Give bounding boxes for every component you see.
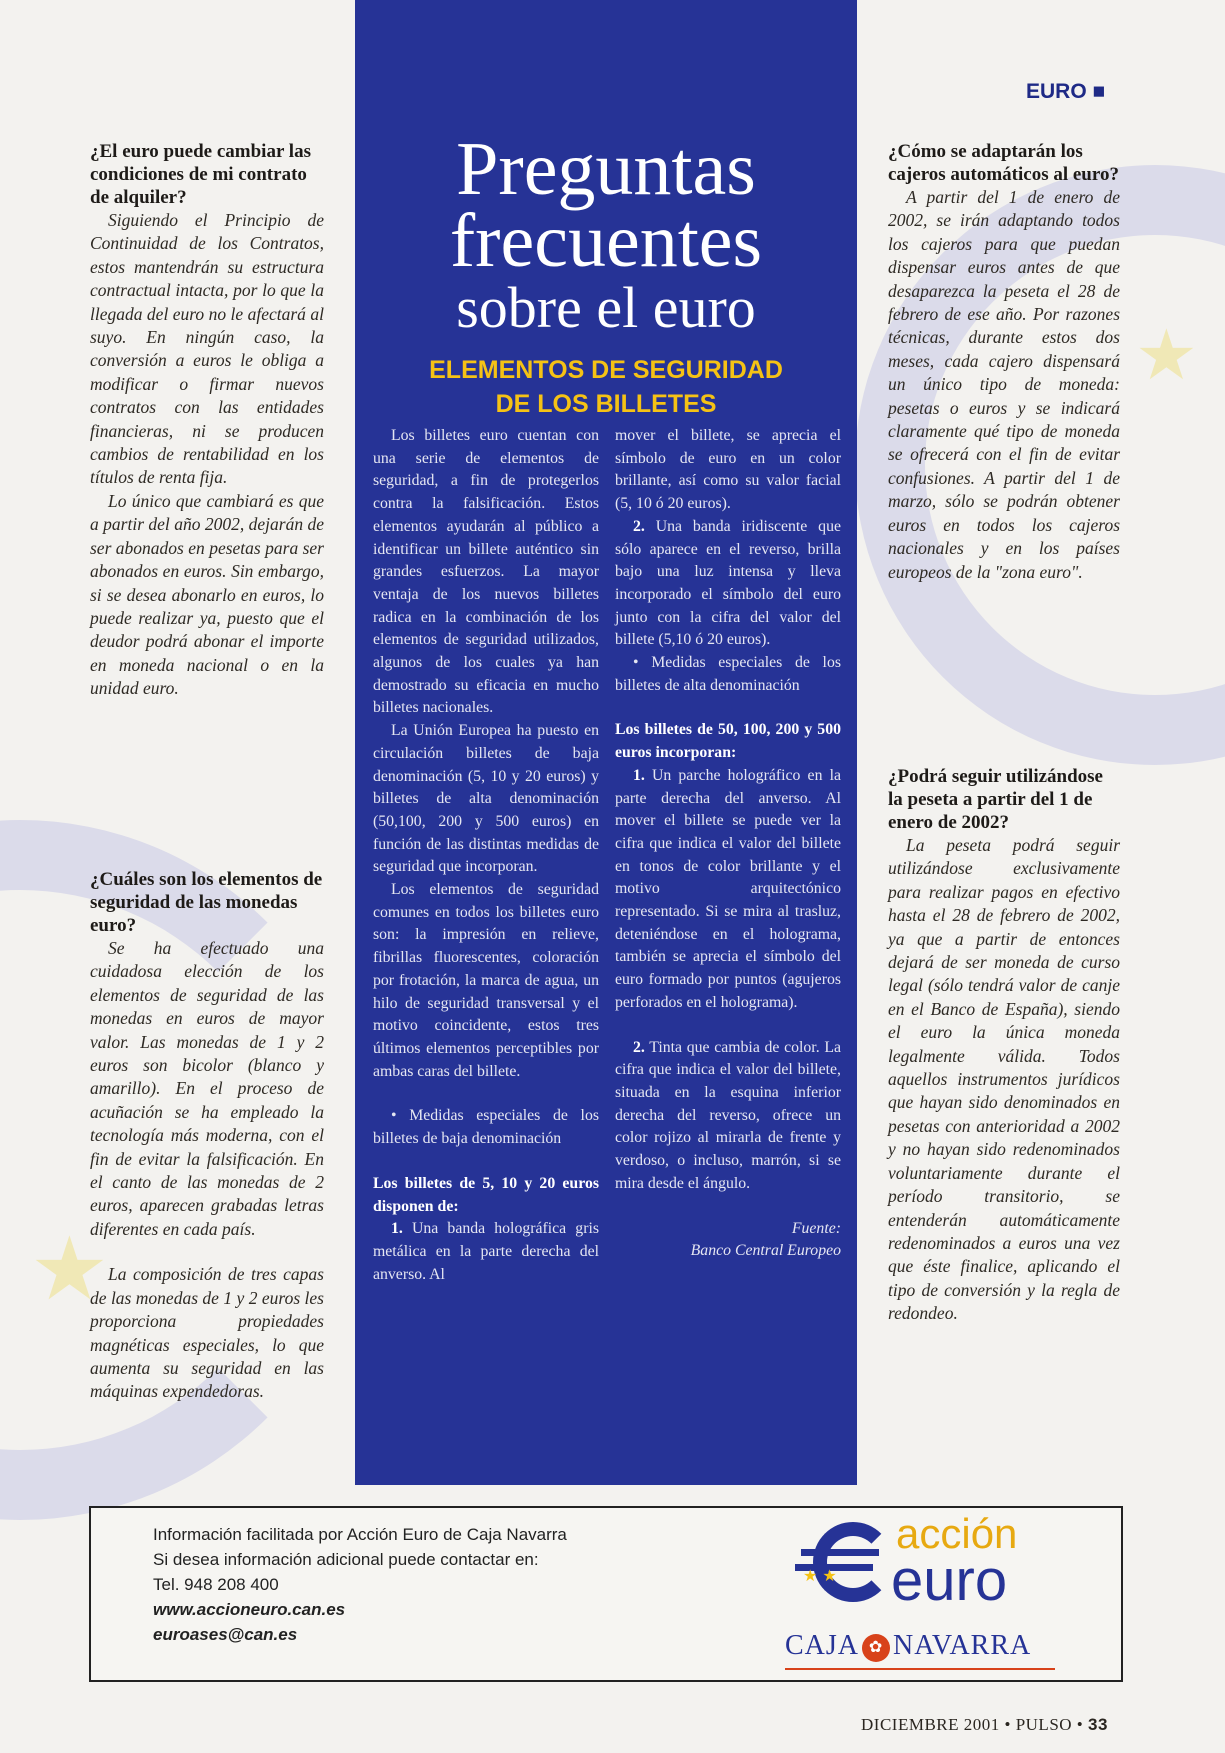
answer-paragraph: La peseta podrá seguir utilizándose exclusivamente para realizar pagos en efectivo hasta el 28 de febrero de 2002, ya que a partir de entonces dejará de ser moneda de curso legal (sólo tendrá valor de canje en el Banco de España), siendo el euro la única moneda legalmente válida. Todos aquellos instrumentos jurídicos que hayan sido denominados en pesetas con anterioridad a 2002 y no hayan sido redenominados voluntariamente durante el período transitorio, se entenderán automáticamente redenominados a euros una vez que éste finalice, aplicando el tipo de conversión y la regla de redondeo. <box>888 835 1120 1324</box>
panel-column-2 <box>615 425 841 1263</box>
panel-paragraph: • Medidas especiales de los billetes de alta denominación <box>615 654 841 694</box>
question-heading: ¿Cuáles son los elementos de seguridad de las monedas euro? <box>90 869 323 936</box>
list-number: 1. <box>633 766 645 784</box>
panel-subheading: Los billetes de 5, 10 y 20 euros disponen de: <box>373 1174 599 1215</box>
info-line: Información facilitada por Acción Euro de Caja Navarra <box>153 1525 567 1544</box>
caja-navarra-logo <box>785 1630 1031 1662</box>
phone-number: Tel. 948 208 400 <box>153 1575 279 1594</box>
stars-icon: ★ ★ <box>803 1566 837 1585</box>
panel-paragraph: Un parche holográfico en la parte derecha del anverso. Al mover el billete se puede ver la cifra que indica el valor del billete en tonos de color brillante y el motivo arquitectónico representado. Si se mira al trasluz, deteniéndose en el holograma, también se aprecia el símbolo del euro formado por puntos (agujeros perforados en el holograma). <box>615 766 841 1011</box>
footer-text: DICIEMBRE 2001 • PULSO • <box>861 1715 1084 1734</box>
faq-panel <box>355 0 857 1485</box>
answer-paragraph: Siguiendo el Principio de Continuidad de los Contratos, estos mantendrán su estructura contractual intacta, por lo que la llegada del euro no le afectará al suyo. En ningún caso, la conversión a euros le obliga a modificar o firmar nuevos contratos con las entidades financieras, ni se producen cambios de rentabilidad en los títulos de renta fija. <box>90 210 324 488</box>
list-number: 2. <box>633 517 645 535</box>
logo-text-accion: acción <box>896 1510 1018 1557</box>
page-number: 33 <box>1088 1715 1108 1734</box>
right-column <box>888 140 1120 584</box>
info-box <box>89 1506 1123 1682</box>
page-footer <box>861 1715 1108 1735</box>
logo-underline <box>785 1668 1055 1670</box>
question-heading: ¿El euro puede cambiar las condiciones de mi contrato de alquiler? <box>90 141 311 208</box>
panel-paragraph: Los billetes euro cuentan con una serie de elementos de seguridad, a fin de protegerlos contra la falsificación. Estos elementos ayudarán al público a identificar un billete auténtico sin grandes esfuerzos. La mayor ventaja de los nuevos billetes radica en la combinación de los elementos de seguridad utilizados, algunos de los cuales ya han demostrado su eficacia en mucho billetes nacionales. <box>373 427 599 717</box>
source-label: Fuente: <box>791 1219 841 1237</box>
answer-paragraph: Se ha efectuado una cuidadosa elección de los elementos de seguridad de las monedas en euros de mayor valor. Las monedas de 1 y 2 euros son bicolor (blanco y amarillo). En el proceso de acuñación se ha empleado la tecnología más moderna, con el fin de evitar la falsificación. En el canto de las monedas de 2 euros, aparecen grabadas letras diferentes en cada país. <box>90 938 324 1239</box>
panel-title: frecuentes <box>449 199 763 283</box>
answer-paragraph: A partir del 1 de enero de 2002, se irán adaptando todos los cajeros para que puedan dispensar euros antes de que desaparezca la peseta el 28 de febrero de ese año. Por razones técnicas, durante estos dos meses, cada cajero dispensará un único tipo de moneda: pesetas o euros y se indicará claramente qué tipo de moneda se ofrecerá con el fin de evitar confusiones. A partir del 1 de marzo, sólo se podrán obtener euros en todos los cajeros nacionales y en los países europeos de la "zona euro". <box>888 187 1120 582</box>
panel-paragraph: Una banda iridiscente que sólo aparece en el reverso, brilla bajo una luz intensa y lleva incorporado el símbolo del euro junto con la cifra del valor del billete (5,10 ó 20 euros). <box>615 517 841 649</box>
panel-subtitle: ELEMENTOS DE SEGURIDAD <box>429 356 783 384</box>
panel-paragraph: • Medidas especiales de los billetes de baja denominación <box>373 1107 599 1148</box>
panel-paragraph: Tinta que cambia de color. La cifra que indica el valor del billete, situada en la esquina inferior derecha del reverso, ofrece un color rojizo al mirarla de frente y verdoso, o incluso, marrón, si se mira desde el ángulo. <box>615 1038 841 1192</box>
source-text: Banco Central Europeo <box>690 1242 841 1260</box>
logo-text: CAJA <box>785 1630 860 1661</box>
right-column-lower <box>888 765 1120 1326</box>
panel-paragraph: Una banda holográfica gris metálica en la parte derecha del anverso. Al <box>373 1220 599 1283</box>
euro-symbol-icon <box>813 1522 893 1602</box>
background-star-icon: ★ <box>1135 314 1198 396</box>
left-column-lower <box>90 868 324 1404</box>
panel-paragraph: Los elementos de seguridad comunes en todos los billetes euro son: la impresión en relieve, fibrillas fluorescentes, coloración por frotación, la marca de agua, un hilo de seguridad transversal y el motivo coincidente, estos tres últimos elementos perceptibles por ambas caras del billete. <box>373 881 599 1080</box>
panel-paragraph: mover el billete, se aprecia el símbolo de euro en un color brillante, así como su valor facial (5, 10 ó 20 euros). <box>615 427 841 513</box>
list-number: 2. <box>633 1038 645 1056</box>
info-text <box>153 1522 567 1647</box>
euro-bar <box>801 1549 879 1556</box>
list-number: 1. <box>391 1220 403 1238</box>
question-heading: ¿Cómo se adaptarán los cajeros automáticos al euro? <box>888 141 1119 185</box>
emblem-icon: ✿ <box>862 1634 890 1662</box>
panel-title: Preguntas <box>456 127 756 211</box>
panel-column-1 <box>373 425 599 1286</box>
answer-paragraph: La composición de tres capas de las monedas de 1 y 2 euros les proporciona propiedades magnéticas especiales, lo que aumenta su seguridad en las máquinas expendedoras. <box>90 1264 324 1402</box>
panel-subtitle: DE LOS BILLETES <box>495 390 717 418</box>
email-link[interactable]: euroases@can.es <box>153 1625 298 1644</box>
background-star-icon: ★ <box>30 1217 109 1320</box>
info-line: Si desea información adicional puede contactar en: <box>153 1550 539 1569</box>
panel-title: sobre el euro <box>456 275 756 340</box>
website-link[interactable]: www.accioneuro.can.es <box>153 1600 346 1619</box>
left-column <box>90 140 324 701</box>
panel-paragraph: La Unión Europea ha puesto en circulación billetes de baja denominación (5, 10 y 20 euros) y billetes de alta denominación (50,100, 200 y 500 euros) en función de las distintas medidas de seguridad que incorporan. <box>373 722 599 876</box>
logo-text-euro: euro <box>891 1548 1008 1613</box>
panel-subheading: Los billetes de 50, 100, 200 y 500 euros incorporan: <box>615 721 841 762</box>
answer-paragraph: Lo único que cambiará es que a partir del año 2002, dejarán de ser abonados en pesetas para ser abonados en euros. Sin embargo, si se desea abonarlo en euros, lo puede realizar ya, puesto que el deudor podrá abonar el importe en moneda nacional o en la unidad euro. <box>90 490 324 699</box>
logo-text: NAVARRA <box>893 1630 1032 1661</box>
question-heading: ¿Podrá seguir utilizándose la peseta a partir del 1 de enero de 2002? <box>888 766 1103 833</box>
section-tag: EURO ■ <box>1026 80 1106 103</box>
